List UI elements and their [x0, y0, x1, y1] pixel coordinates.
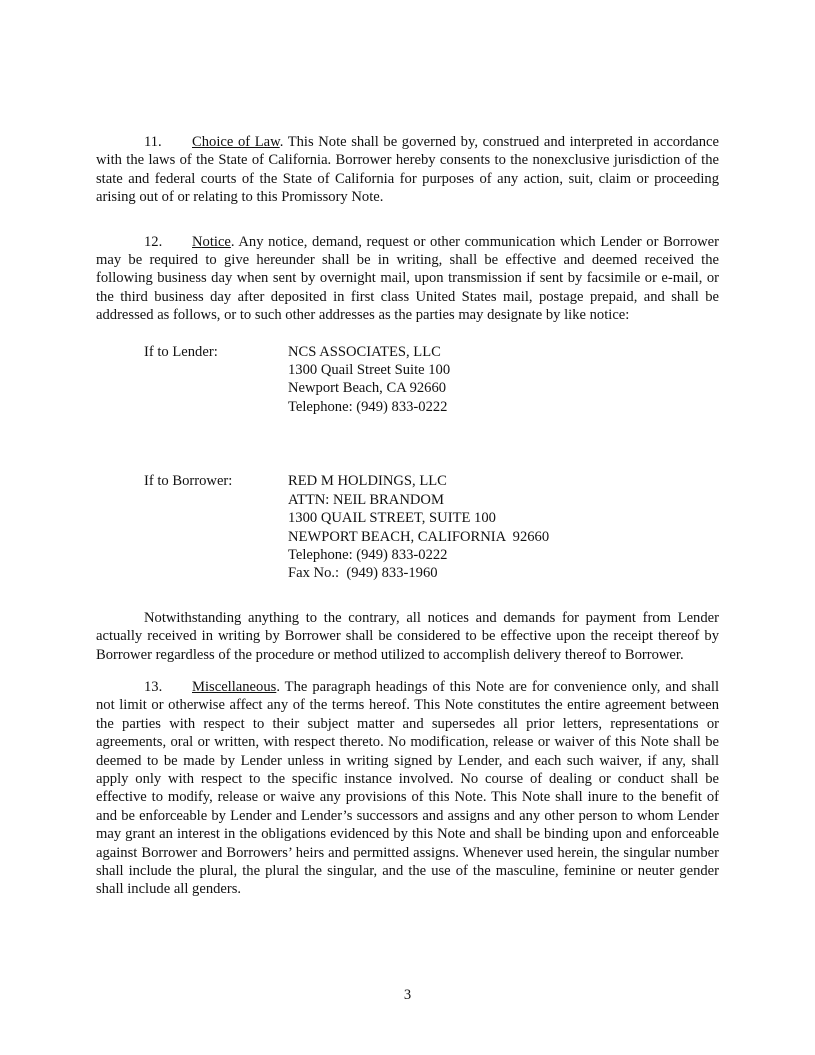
address-line: RED M HOLDINGS, LLC	[288, 473, 447, 490]
address-line: Fax No.: (949) 833-1960	[288, 565, 438, 582]
address-line: 1300 Quail Street Suite 100	[288, 362, 451, 379]
lender-label: If to Lender:	[144, 343, 218, 360]
section-number: 12.	[144, 233, 163, 250]
section-number: 11.	[144, 134, 162, 150]
address-line: NCS ASSOCIATES, LLC	[288, 343, 441, 360]
address-line: Telephone: (949) 833-0222	[288, 398, 448, 415]
section-heading: Notice	[192, 233, 231, 250]
lender-address-lines	[288, 343, 450, 417]
notwithstanding-paragraph: Notwithstanding anything to the contrary, all notices and demands for payment from Lender actually received in writing by Borrower shall be considered to be effective upon the receipt thereof by Borrower regardless of the procedure or method utilized to accomplish delivery thereof to Borrower.	[96, 609, 719, 663]
address-line: Newport Beach, CA 92660	[288, 380, 447, 397]
section-number: 13.	[144, 678, 163, 695]
section-11-paragraph	[96, 133, 719, 207]
borrower-label: If to Borrower:	[144, 473, 233, 490]
address-line: ATTN: NEIL BRANDOM	[288, 491, 444, 508]
page-number: 3	[403, 987, 412, 1003]
lender-address-block	[144, 343, 719, 417]
section-heading: Choice of Law	[192, 134, 280, 150]
section-body: . Any notice, demand, request or other communication which Lender or Borrower may be required to give hereunder shall be in writing, shall be effective and deemed received the following business day when sent by overnight mail, upon transmission if sent by facsimile or e-mail, or the third business day after deposited in first class United States mail, postage prepaid, and shall be addressed as follows, or to such other addresses as the parties may designate by like notice:	[96, 233, 719, 324]
document-page	[96, 133, 719, 899]
address-line: Telephone: (949) 833-0222	[288, 546, 448, 563]
address-line: 1300 QUAIL STREET, SUITE 100	[288, 510, 496, 527]
borrower-address-block	[144, 472, 719, 582]
section-12-paragraph	[96, 233, 719, 325]
borrower-address-lines	[288, 472, 549, 582]
section-body: . This Note shall be governed by, construed and interpreted in accordance with the laws of the State of California. Borrower hereby consents to the nonexclusive jurisdiction of the state and federal courts of the State of California for purposes of any action, suit, claim or proceeding arising out of or relating to this Promissory Note.	[96, 134, 719, 206]
section-13-paragraph	[96, 678, 719, 899]
address-line: NEWPORT BEACH, CALIFORNIA 92660	[288, 528, 550, 545]
section-heading: Miscellaneous	[192, 678, 277, 695]
section-body: . The paragraph headings of this Note are for convenience only, and shall not limit or otherwise affect any of the terms hereof. This Note constitutes the entire agreement between the parties with respect to their subject matter and supersedes all prior letters, representations or agreements, oral or written, with respect thereto. No modification, release or waiver of this Note shall be deemed to be made by Lender unless in writing signed by Lender, and each such waiver, if any, shall apply only with respect to the specific instance involved. No course of dealing or conduct shall be effective to modify, release or waive any provisions of this Note. This Note shall inure to the benefit of and be enforceable by Lender and Lender’s successors and assigns and any other person to whom Lender may grant an interest in the obligations evidenced by this Note and shall be binding upon and enforceable against Borrower and Borrowers’ heirs and permitted assigns. Whenever used herein, the singular number shall include the plural, the plural the singular, and the use of the masculine, feminine or neuter gender shall include all genders.	[96, 678, 719, 898]
